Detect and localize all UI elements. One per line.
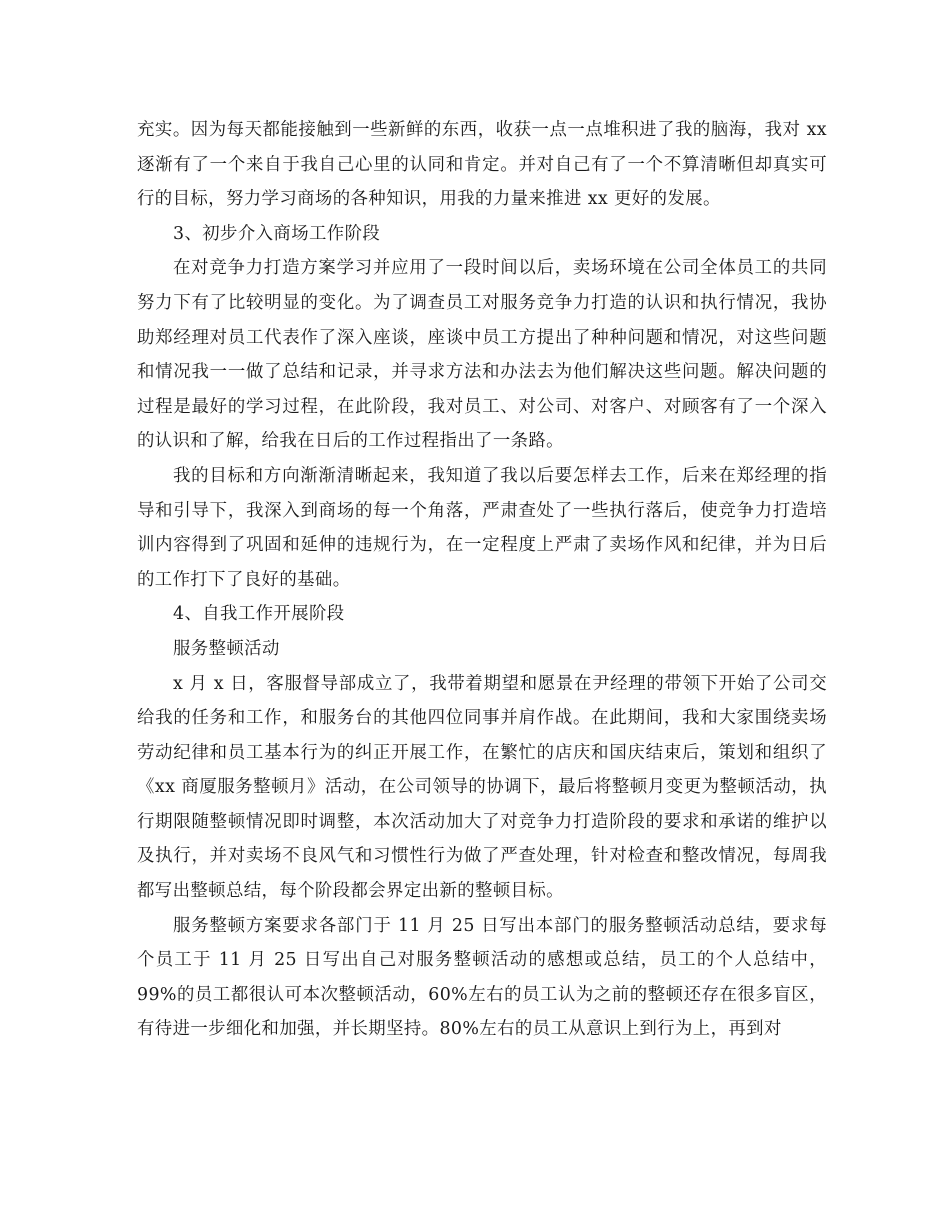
subsection-heading: 服务整顿活动 [173,638,280,659]
paragraph-body: 服务整顿方案要求各部门于 11 月 25 日写出本部门的服务整顿活动总结，要求每个员工于 11 月 25 日写出自己对服务整顿活动的感想或总结，员工的个人总结中，99%的员工都很认可本次整顿活动，60%左右的员工认为之前的整顿还存在很多盲区，有待进一步细化和加强，并长期坚持。80%左右的员工从意识上到行为上，再到对 [137,915,827,1040]
section-heading-4: 4、自我工作开展阶段 [173,604,345,625]
document-body [137,113,827,1047]
paragraph-continuation: 充实。因为每天都能接触到一些新鲜的东西，收获一点一点堆积进了我的脑海，我对 xx 逐渐有了一个来自于我自己心里的认同和肯定。并对自己有了一个不算清晰但却真实可行的目标，努力学习商场的各种知识，用我的力量来推进 xx 更好的发展。 [137,120,827,210]
section-heading-3: 3、初步介入商场工作阶段 [173,223,381,244]
paragraph-body: 我的目标和方向渐渐清晰起来，我知道了我以后要怎样去工作，后来在郑经理的指导和引导下，我深入到商场的每一个角落，严肃查处了一些执行落后，使竞争力打造培训内容得到了巩固和延伸的违规行为，在一定程度上严肃了卖场作风和纪律，并为日后的工作打下了良好的基础。 [137,465,827,590]
paragraph-body: x 月 x 日，客服督导部成立了，我带着期望和愿景在尹经理的带领下开始了公司交给我的任务和工作，和服务台的其他四位同事并肩作战。在此期间，我和大家围绕卖场劳动纪律和员工基本行为的纠正开展工作，在繁忙的店庆和国庆结束后，策划和组织了《xx 商厦服务整顿月》活动，在公司领导的协调下，最后将整顿月变更为整顿活动，执行期限随整顿情况即时调整，本次活动加大了对竞争力打造阶段的要求和承诺的维护以及执行，并对卖场不良风气和习惯性行为做了严查处理，针对检查和整改情况，每周我都写出整顿总结，每个阶段都会界定出新的整顿目标。 [137,673,827,902]
paragraph-body: 在对竞争力打造方案学习并应用了一段时间以后，卖场环境在公司全体员工的共同努力下有了比较明显的变化。为了调查员工对服务竞争力打造的认识和执行情况，我协助郑经理对员工代表作了深入座谈，座谈中员工方提出了种种问题和情况，对这些问题和情况我一一做了总结和记录，并寻求方法和办法去为他们解决这些问题。解决问题的过程是最好的学习过程，在此阶段，我对员工、对公司、对客户、对顾客有了一个深入的认识和了解，给我在日后的工作过程指出了一条路。 [137,258,827,452]
